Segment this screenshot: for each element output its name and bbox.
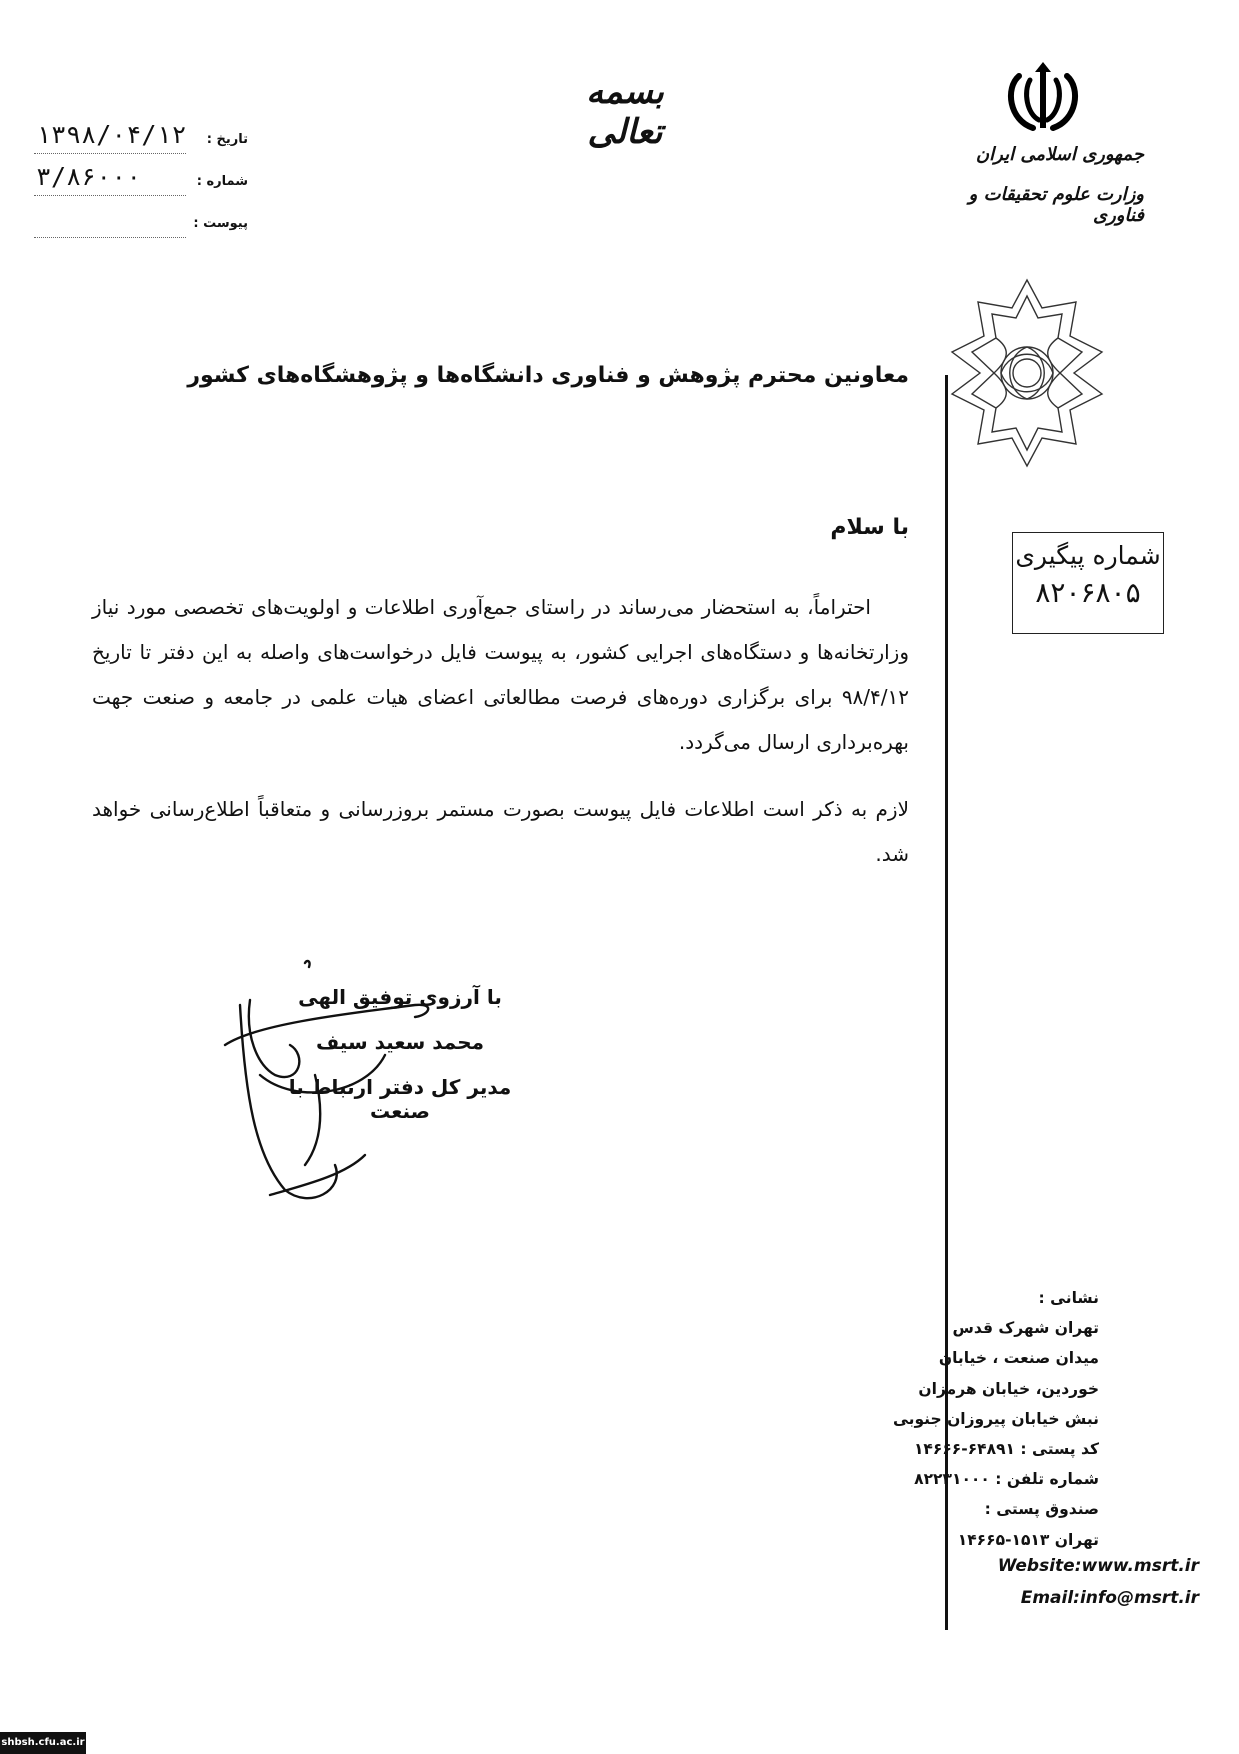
- tracking-value: ۸۲۰۶۸۰۵: [1035, 576, 1141, 609]
- signer-name: محمد سعید سیف: [315, 1030, 484, 1054]
- number-label: شماره :: [196, 174, 248, 189]
- phone-number: شماره تلفن : ۸۲۲۳۱۰۰۰: [914, 1470, 1099, 1489]
- website-link[interactable]: Website:www.msrt.ir: [997, 1556, 1199, 1576]
- date-dotted-line: [34, 153, 186, 154]
- attachment-label: پیوست :: [193, 216, 248, 231]
- address-line-2: میدان صنعت ، خیابان: [938, 1349, 1099, 1368]
- body-paragraph-1: احتراماً، به استحضار می‌رساند در راستای جمع‌آوری اطلاعات و اولویت‌های تخصصی مورد نیاز وزارتخانه‌ها و دستگاه‌های اجرایی کشور، به پیوست فایل درخواست‌های واصله به این دفتر تا تاریخ ۹۸/۴/۱۲ برای برگزاری دوره‌های فرصت مطالعاتی اعضای هیات علمی در جامعه و صنعت جهت بهره‌برداری ارسال می‌گردد.: [92, 595, 909, 754]
- number-field: [30, 162, 248, 198]
- tracking-number-box: [1012, 532, 1164, 634]
- pobox-label: صندوق پستی :: [984, 1500, 1099, 1519]
- closing-wish: با آرزوی توفیق الهی: [298, 985, 502, 1009]
- address-line-3: خوردین، خیابان هرمزان: [918, 1379, 1099, 1398]
- attachment-dotted-line: [34, 237, 186, 238]
- greeting: با سلام: [830, 515, 909, 540]
- ministry-line-1: جمهوری اسلامی ایران: [975, 144, 1144, 165]
- address-heading: نشانی :: [1038, 1289, 1099, 1307]
- pobox-value: تهران ۱۵۱۳-۱۴۶۶۵: [957, 1530, 1099, 1549]
- body-paragraph-2: لازم به ذکر است اطلاعات فایل پیوست بصورت مستمر بروزرسانی و متعاقباً اطلاع‌رسانی خواهد شد.: [92, 797, 909, 866]
- address-block: [859, 1283, 1099, 1555]
- tracking-label: شماره پیگیری: [1015, 541, 1161, 570]
- date-value: ۱۳۹۸/۰۴/۱۲: [36, 120, 187, 149]
- address-line-1: تهران شهرک قدس: [952, 1319, 1099, 1338]
- bismillah-heading: بسمه تعالی: [586, 72, 664, 152]
- attachment-field: [30, 210, 248, 240]
- source-watermark: shbsh.cfu.ac.ir: [0, 1732, 86, 1754]
- ministry-line-2: وزارت علوم تحقیقات و فناوری: [968, 184, 1144, 226]
- email-link[interactable]: Email:info@msrt.ir: [1020, 1588, 1199, 1608]
- recipient-line: معاونین محترم پژوهش و فناوری دانشگاه‌ها و پژوهشگاه‌های کشور: [187, 363, 909, 388]
- contact-links: [899, 1550, 1199, 1614]
- date-label: تاریخ :: [206, 132, 248, 147]
- postal-code: کد پستی : ۶۴۸۹۱-۱۴۶۶۶: [913, 1440, 1099, 1459]
- address-line-4: نبش خیابان پیروزان جنوبی: [892, 1409, 1099, 1428]
- iran-emblem-icon: [1003, 58, 1083, 138]
- ornament-icon: [950, 278, 1105, 468]
- number-value: ۳/۸۶۰۰۰: [36, 162, 142, 191]
- signer-title: مدیر کل دفتر ارتباط با صنعت: [288, 1075, 512, 1123]
- number-dotted-line: [34, 195, 186, 196]
- date-field: [30, 120, 248, 156]
